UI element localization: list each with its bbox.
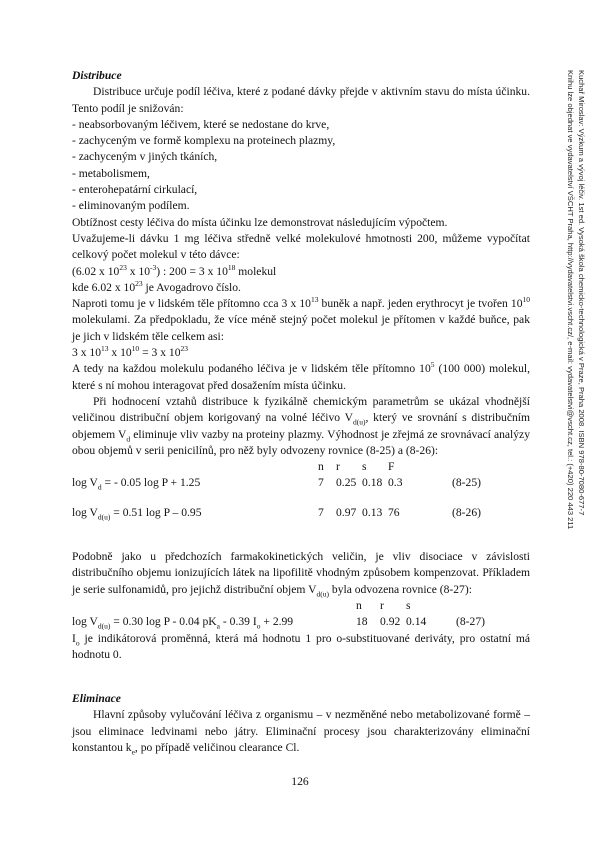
- stat-s: 0.18: [362, 476, 383, 490]
- list-item: - zachyceným v jiných tkáních,: [72, 150, 218, 164]
- stat-header-n: n: [318, 460, 324, 474]
- equation-row-8-27: [72, 614, 530, 630]
- stat-n: 18: [356, 615, 368, 629]
- list-item: - metabolismem,: [72, 166, 150, 180]
- list-item: - neabsorbovaným léčivem, které se nedostane do krve,: [72, 117, 330, 131]
- paragraph-distribution-volume: Při hodnocení vztahů distribuce k fyzikálně chemickým parametrům se ukázal vhodnější veličinou distribuční objem korigovaný na volné léčivo $V_{d(u)}$, který ve srovnání s distribučním objemem $V_d$ eliminuje vliv vazby na proteiny plazmy. Výhodnost je zřejmá ze srovnávací analýzy obou objemů v serii penicilínů, pro něž byly odvozeny rovnice (8-25) a (8-26):: [72, 394, 531, 457]
- stat-n: 7: [318, 476, 324, 490]
- stat-header-n: n: [356, 598, 362, 612]
- paragraph-dose: Uvažujeme-li dávku 1 mg léčiva středně velké molekulové hmotnosti 200, můžeme vypočítat celkový počet molekul v této dávce:: [72, 231, 530, 262]
- stat-header-s: s: [362, 460, 367, 474]
- equation-table-sulfonamides: [72, 598, 530, 631]
- stat-header-r: r: [380, 598, 384, 612]
- equation-8-27: $\log V_{d(u)} = 0.30$ log P - 0.04 $pK_a - 0.39$ $I_o + 2.99$: [72, 615, 294, 631]
- stat-header-s: s: [406, 598, 411, 612]
- equation-label: (8-26): [452, 505, 481, 519]
- stat-s: 0.14: [406, 615, 427, 629]
- citation-line: Kuchař Miroslav: Výzkum a vývoj léčiv. 1st ed. Vysoká škola chemicko-technologická v Praze, Praha 2008. ISBN 978-80-7080-677-7: [577, 70, 586, 516]
- paragraph-indicator: $I_o$ je indikátorová proměnná, která má hodnotu 1 pro o-substituované deriváty, pro ostatní má hodnotu 0.: [72, 631, 530, 661]
- stat-r: 0.25: [336, 476, 357, 490]
- formula-molecule-count: (6.02 x $10^{23}$ x $10^{-3}$) : 200 = 3 x $10^{18}$ molekul: [72, 262, 277, 278]
- equation-label: (8-27): [456, 615, 485, 629]
- list-item: - eliminovaným podílem.: [72, 199, 190, 213]
- page-number: 126: [291, 775, 309, 788]
- equation-8-26: $\log V_{d(u)} = 0.51$ log P – 0.95: [72, 505, 202, 522]
- stat-r: 0.92: [380, 615, 401, 629]
- stat-n: 7: [318, 505, 324, 519]
- equation-label: (8-25): [452, 476, 481, 490]
- equation-8-25: $\log V_d$ = - 0.05 log P + 1.25: [72, 476, 201, 492]
- section-title-eliminace: Eliminace: [72, 692, 121, 706]
- stat-header-f: F: [388, 460, 395, 474]
- formula-total-molecules: 3 x $10^{13}$ x $10^{10} = 3$ x $10^{23}$: [72, 344, 188, 360]
- side-citation: [565, 70, 587, 529]
- paragraph-obtiznost: Obtížnost cesty léčiva do místa účinku lze demonstrovat následujícím výpočtem.: [72, 215, 448, 229]
- section-title-distribuce: Distribuce: [72, 69, 122, 82]
- stat-header-r: r: [336, 460, 340, 474]
- stat-s: 0.13: [362, 505, 383, 519]
- citation-line: Knihu lze objednat ve vydavatelství VŠCHT Praha, http://vydavatelstvi.vscht.cz/, e-mail: vydavatelstvi@vscht.cz, tel.: (+420) 220 443 211: [566, 70, 575, 530]
- stat-r: 0.97: [336, 505, 357, 519]
- paragraph-distribution-intro: Distribuce určuje podíl léčiva, které z podané dávky přejde v aktivním stavu do místa účinku. Tento podíl je snižován:: [72, 85, 530, 115]
- paragraph-elimination: Hlavní způsoby vylučování léčiva z organismu – v nezměněné nebo metabolizované formě – jsou eliminace ledvinami nebo játry. Eliminační procesy jsou charakterizovány eliminační konstantou $k_e$, po případě veličinou clearance Cl.: [72, 708, 530, 757]
- stat-f: 0.3: [388, 476, 403, 490]
- stats-header-row: [72, 598, 530, 614]
- list-item: - enterohepatární cirkulací,: [72, 183, 198, 197]
- list-item: - zachyceným ve formě komplexu na proteinech plazmy,: [72, 134, 336, 148]
- equation-row-8-26: [72, 505, 530, 521]
- stat-f: 76: [388, 505, 400, 519]
- stats-header-row: [72, 459, 530, 475]
- equation-row-8-25: [72, 475, 530, 491]
- page-body: [72, 68, 530, 756]
- paragraph-avogadro: kde 6.02 x $10^{23}$ je Avogadrovo číslo.: [72, 279, 241, 294]
- paragraph-cells: Naproti tomu je v lidském těle přítomno cca 3 x $10^{13}$ buněk a např. jeden erythrocyt je tvořen $10^{10}$ molekulami. Za předpokladu, že více méně stejný počet molekul je přítomen v každé buňce, pak je jich v lidském těle celkem asi:: [72, 295, 530, 343]
- paragraph-each-molecule: A tedy na každou molekulu podaného léčiva je v lidském těle přítomno $10^5$ (100 000) molekul, které s ní mohou interagovat před dosažením místa účinku.: [72, 360, 531, 392]
- equation-table-penicillins: [72, 459, 530, 521]
- paragraph-ionizing: Podobně jako u předchozích farmakokinetických veličin, je vliv disociace v závislosti distribučního objemu ionizujících látek na lipofilitě vhodným způsobem kompenzovat. Příkladem je serie sulfonamidů, pro jejichž distribuční objem $V_{d(u)}$ byla odvozena rovnice (8-27):: [72, 550, 530, 598]
